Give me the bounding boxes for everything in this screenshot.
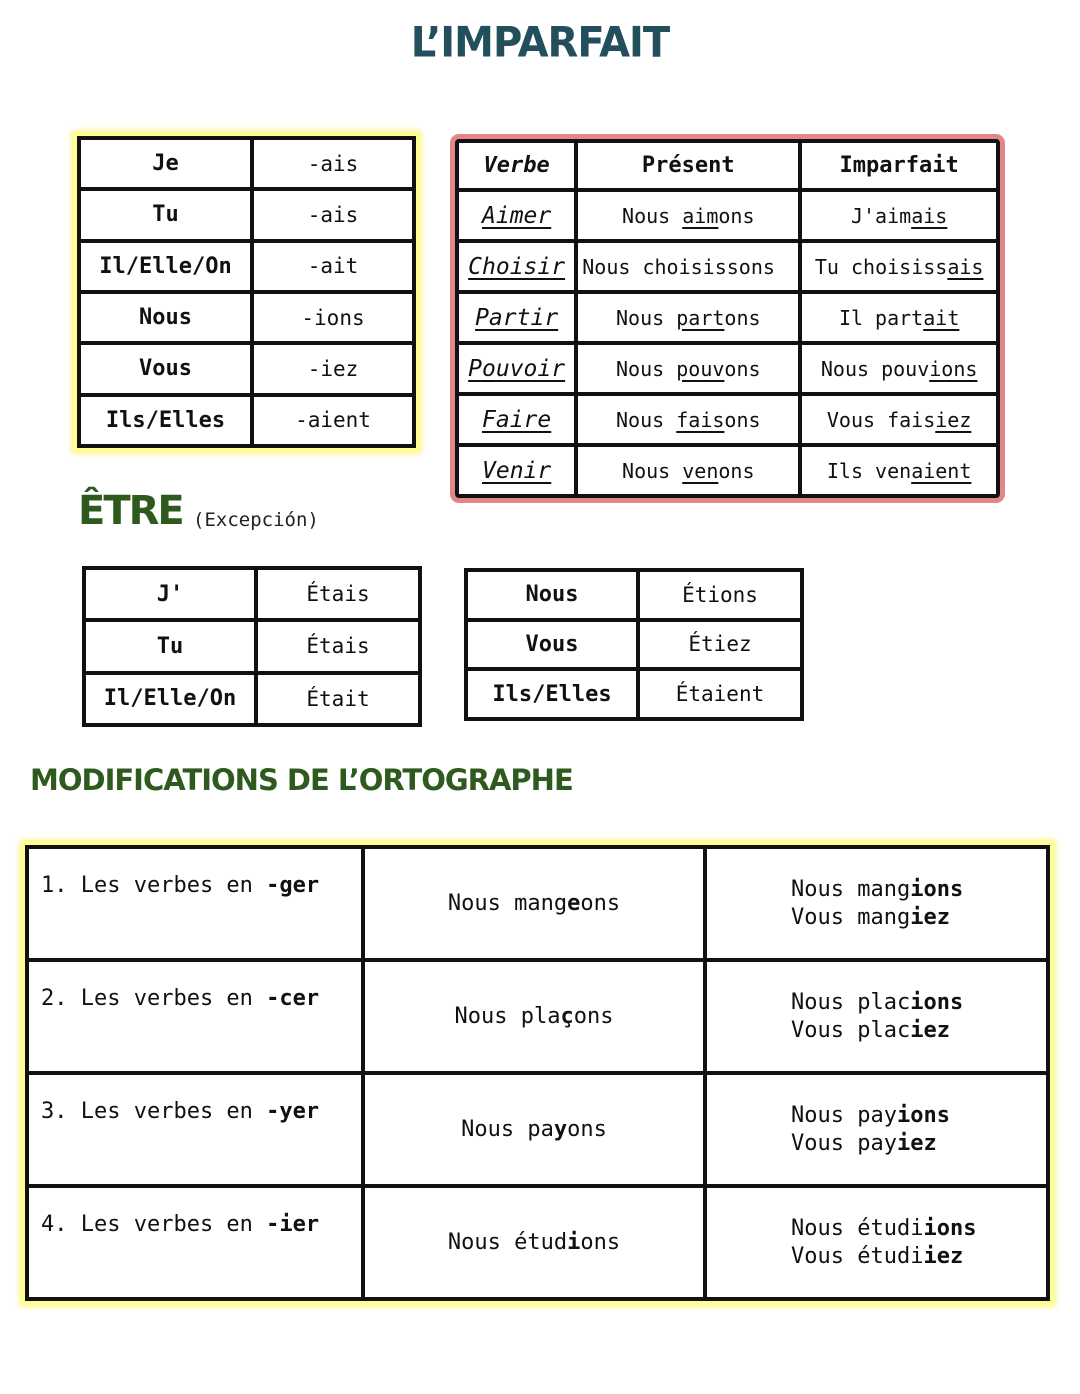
imparfait-line: [711, 904, 1042, 932]
endings-table: [77, 136, 416, 448]
text-segment: J'aim: [850, 203, 912, 228]
text-segment: Choisir: [468, 253, 566, 280]
table-row: [79, 292, 414, 343]
form-cell: Étiez: [638, 620, 802, 670]
table-row: [79, 189, 414, 240]
verb-cell: [457, 394, 576, 445]
imparfait-line: [711, 989, 1042, 1017]
text-segment: ons: [718, 203, 755, 228]
present-cell: [576, 292, 800, 343]
text-segment: Nous plac: [791, 989, 911, 1015]
text-segment: ons: [580, 1230, 621, 1255]
form-cell: Était: [256, 673, 420, 725]
text-segment: Nous mang: [791, 876, 911, 902]
pronoun-cell: Nous: [466, 570, 638, 620]
text-segment: ons: [724, 407, 761, 432]
table-row: [79, 138, 414, 189]
text-segment: Vous plac: [791, 1017, 911, 1043]
etre-plural-table: [464, 568, 804, 721]
text-segment: iez: [910, 904, 950, 930]
etre-note: (Excepción): [193, 509, 319, 531]
pronoun-cell: Vous: [79, 343, 252, 394]
etre-heading: ÊTRE: [78, 488, 183, 534]
pronoun-cell: Nous: [79, 292, 252, 343]
table-row: [27, 847, 1048, 960]
text-segment: iez: [923, 1243, 964, 1269]
present-cell: [576, 394, 800, 445]
text-segment: ions: [910, 876, 964, 902]
rule-cell: [27, 960, 363, 1073]
text-segment: ons: [724, 305, 761, 330]
table-row: [457, 394, 998, 445]
imparfait-cell: [705, 1073, 1048, 1186]
text-segment: Nous mang: [447, 891, 568, 916]
text-segment: ions: [923, 1215, 977, 1241]
text-segment: iez: [896, 1130, 937, 1156]
table-row: [457, 292, 998, 343]
table-row: [466, 669, 802, 719]
text-segment: Nous: [616, 356, 677, 381]
rule-cell: [27, 1073, 363, 1186]
table-row: [27, 1073, 1048, 1186]
verb-cell: [457, 292, 576, 343]
pronoun-cell: Tu: [79, 189, 252, 240]
imparfait-cell: [705, 847, 1048, 960]
text-segment: ons: [567, 1117, 607, 1142]
text-segment: 4. Les verbes en: [41, 1212, 267, 1237]
form-cell: -iez: [252, 343, 414, 394]
table-row: [79, 241, 414, 292]
text-segment: ais: [947, 254, 984, 279]
text-segment: Pouvoir: [468, 355, 566, 382]
text-segment: iez: [910, 1017, 950, 1043]
present-cell: [576, 343, 800, 394]
text-segment: -ger: [266, 873, 320, 898]
table-row: [457, 241, 998, 292]
text-segment: Nous pay: [791, 1102, 897, 1128]
present-cell: [363, 1073, 705, 1186]
text-segment: Nous pla: [454, 1004, 561, 1029]
text-segment: ais: [911, 203, 948, 228]
text-segment: Vous étudi: [791, 1243, 924, 1269]
imparfait-line: [711, 1243, 1042, 1271]
rule-cell: [27, 1186, 363, 1299]
verb-cell: [457, 190, 576, 241]
text-segment: i: [567, 1230, 581, 1255]
pronoun-cell: Ils/Elles: [79, 395, 252, 446]
text-segment: Vous mang: [791, 904, 911, 930]
modifications-heading: MODIFICATIONS DE L’ORTOGRAPHE: [30, 763, 573, 797]
imparfait-cell: [705, 1186, 1048, 1299]
text-segment: iez: [935, 407, 972, 432]
form-cell: -ions: [252, 292, 414, 343]
verb-cell: [457, 241, 576, 292]
text-segment: ons: [718, 458, 755, 483]
imparfait-line: [711, 1017, 1042, 1045]
form-cell: Étaient: [638, 669, 802, 719]
table-row: [457, 343, 998, 394]
imparfait-cell: [800, 445, 998, 496]
text-segment: 2. Les verbes en: [41, 986, 267, 1011]
text-segment: Ils ven: [826, 458, 912, 483]
imparfait-cell: [800, 190, 998, 241]
form-cell: Étions: [638, 570, 802, 620]
form-cell: -ais: [252, 189, 414, 240]
text-segment: -ier: [266, 1212, 320, 1237]
text-segment: Nous pa: [461, 1117, 554, 1142]
present-cell: [576, 241, 800, 292]
present-cell: [363, 847, 705, 960]
table-row: [84, 568, 420, 620]
text-segment: Vous pay: [791, 1130, 897, 1156]
present-cell: [576, 445, 800, 496]
text-segment: ions: [896, 1102, 950, 1128]
text-segment: e: [567, 891, 581, 916]
form-cell: Étais: [256, 568, 420, 620]
modifications-table: [25, 845, 1050, 1301]
column-header: Imparfait: [800, 141, 998, 190]
imparfait-cell: [800, 394, 998, 445]
pronoun-cell: Tu: [84, 620, 256, 672]
text-segment: Nous: [622, 458, 683, 483]
text-segment: 1. Les verbes en: [41, 873, 267, 898]
table-row: [457, 445, 998, 496]
present-cell: [363, 1186, 705, 1299]
table-row: [84, 620, 420, 672]
text-segment: Faire: [482, 406, 552, 433]
present-cell: [363, 960, 705, 1073]
table-row: [79, 395, 414, 446]
text-segment: Venir: [482, 457, 552, 484]
text-segment: ait: [923, 305, 960, 330]
pronoun-cell: Ils/Elles: [466, 669, 638, 719]
text-segment: Il part: [838, 305, 924, 330]
text-segment: Tu choisiss: [814, 254, 948, 279]
text-segment: -yer: [266, 1099, 320, 1124]
text-segment: Nous étudi: [791, 1215, 924, 1241]
imparfait-line: [711, 1130, 1042, 1158]
table-header-row: [457, 141, 998, 190]
text-segment: y: [553, 1117, 568, 1142]
text-segment: Aimer: [482, 202, 552, 229]
imparfait-line: [711, 876, 1042, 904]
text-segment: ons: [580, 891, 621, 916]
verb-cell: [457, 343, 576, 394]
imparfait-line: [711, 1102, 1042, 1130]
text-segment: Nous étud: [447, 1230, 568, 1255]
table-row: [84, 673, 420, 725]
table-row: [457, 190, 998, 241]
imparfait-cell: [800, 292, 998, 343]
imparfait-cell: [800, 241, 998, 292]
text-segment: aim: [682, 203, 719, 228]
imparfait-line: [711, 1215, 1042, 1243]
text-segment: Nous: [622, 203, 683, 228]
text-segment: ons: [724, 356, 761, 381]
text-segment: Nous pouv: [820, 356, 930, 381]
text-segment: ven: [682, 458, 719, 483]
pronoun-cell: Je: [79, 138, 252, 189]
imparfait-cell: [800, 343, 998, 394]
text-segment: -cer: [266, 986, 320, 1011]
text-segment: Vous fais: [826, 407, 936, 432]
verbs-table: [455, 139, 1000, 498]
form-cell: -aient: [252, 395, 414, 446]
text-segment: Nous choisissons: [582, 254, 775, 279]
etre-singular-table: [82, 566, 422, 727]
table-row: [79, 343, 414, 394]
pronoun-cell: J': [84, 568, 256, 620]
form-cell: Étais: [256, 620, 420, 672]
pronoun-cell: Vous: [466, 620, 638, 670]
text-segment: Partir: [475, 304, 559, 331]
text-segment: part: [676, 305, 725, 330]
rule-cell: [27, 847, 363, 960]
form-cell: -ait: [252, 241, 414, 292]
table-row: [27, 960, 1048, 1073]
text-segment: ions: [910, 989, 964, 1015]
imparfait-cell: [705, 960, 1048, 1073]
table-row: [466, 570, 802, 620]
table-row: [466, 620, 802, 670]
text-segment: ons: [573, 1004, 614, 1029]
page-title: L’IMPARFAIT: [410, 18, 670, 68]
text-segment: pouv: [676, 356, 725, 381]
text-segment: Nous: [616, 305, 677, 330]
text-segment: aient: [911, 458, 972, 483]
text-segment: 3. Les verbes en: [41, 1099, 267, 1124]
text-segment: Nous: [616, 407, 677, 432]
form-cell: -ais: [252, 138, 414, 189]
text-segment: fais: [676, 407, 725, 432]
present-cell: [576, 190, 800, 241]
verb-cell: [457, 445, 576, 496]
pronoun-cell: Il/Elle/On: [84, 673, 256, 725]
text-segment: ions: [929, 356, 978, 381]
column-header: Verbe: [457, 141, 576, 190]
column-header: Présent: [576, 141, 800, 190]
pronoun-cell: Il/Elle/On: [79, 241, 252, 292]
text-segment: ç: [560, 1004, 574, 1029]
table-row: [27, 1186, 1048, 1299]
